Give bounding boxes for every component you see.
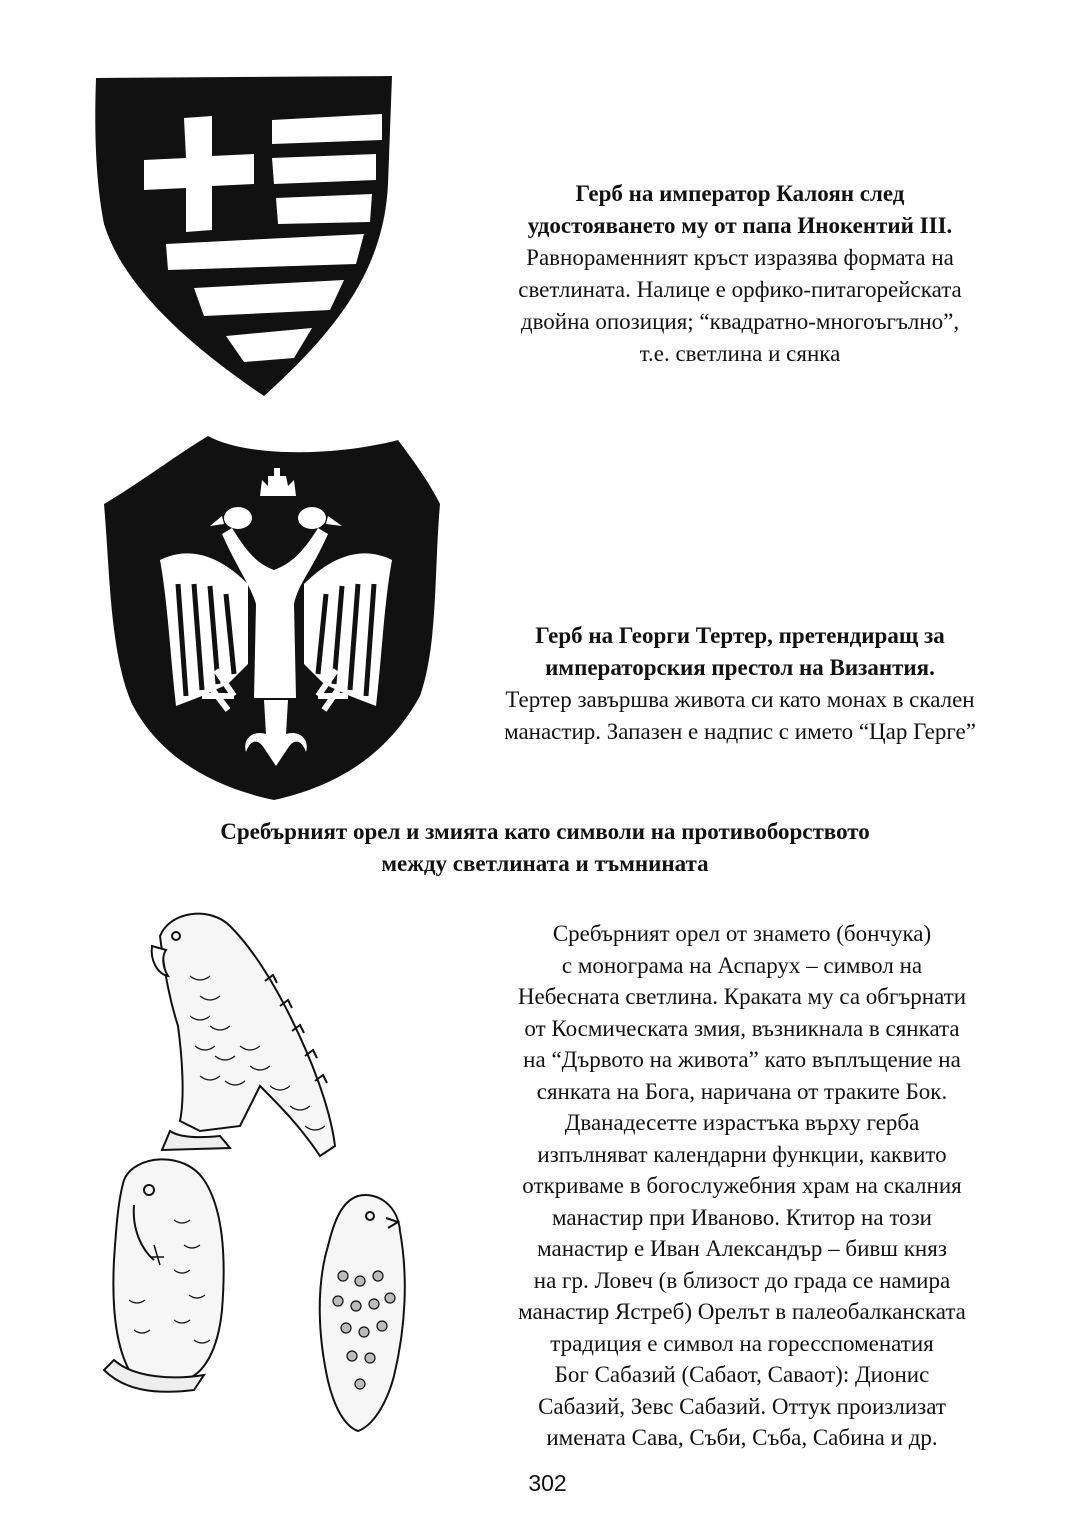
page-number: 302: [528, 1470, 567, 1496]
section-heading-line: между светлината и тъмнината: [381, 851, 709, 876]
eagle-description-line: традиция е символ на горесспоменатия: [550, 1330, 934, 1356]
eagle-description-line: Бог Сабазий (Сабаот, Саваот): Дионис: [554, 1362, 930, 1387]
eagle-description-line: от Космическата змия, възникнала в сянката: [524, 1015, 960, 1041]
terter-caption-text: манастир. Запазен е надпис с името “Цар Герге”: [504, 719, 976, 744]
eagle-description-line: сянката на Бога, наричана от траките Бок.: [536, 1078, 948, 1104]
eagle-description-line: манастир Ястреб) Орелът в палеобалканската: [518, 1299, 966, 1324]
kaloyan-caption-text: двойна опозиция; “квадратно-многоъгълно”,: [520, 309, 960, 334]
kaloyan-caption-title: Герб на император Калоян след: [575, 181, 905, 206]
eagle-description-line: Сабазий, Зевс Сабазий. Оттук произлизат: [538, 1393, 946, 1419]
eagle-description-line: имената Сава, Съби, Съба, Сабина и др.: [546, 1425, 938, 1450]
terter-caption-title: Герб на Георги Тертер, претендиращ за: [535, 623, 945, 648]
section-heading-line: Сребърният орел и змията като символи на противоборството: [220, 819, 870, 844]
kaloyan-caption-title: удостояването му от папа Инокентий III.: [527, 213, 953, 238]
kaloyan-caption-text: Равнораменният кръст изразява формата на: [526, 245, 954, 270]
eagle-description: [472, 918, 1012, 1454]
kaloyan-coat-of-arms: [94, 74, 396, 400]
terter-caption-title: императорския престол на Византия.: [545, 655, 935, 680]
section-heading: [0, 816, 1080, 880]
eagle-description-line: манастир при Иваново. Ктитор на този: [552, 1204, 932, 1230]
eagle-description-line: на “Дървото на живота” като въплъщение на: [523, 1047, 961, 1072]
eagle-description-line: Сребърният орел от знамето (бончука): [552, 921, 932, 946]
kaloyan-caption: [470, 178, 1010, 370]
terter-caption-text: Тертер завършва живота си като монах в скален: [505, 687, 975, 712]
eagle-description-line: на гр. Ловеч (в близост до града се намира: [533, 1267, 951, 1293]
eagle-description-line: откриваме в богослужебния храм на скалния: [522, 1173, 962, 1198]
terter-caption: [470, 620, 1010, 748]
eagle-description-line: изпълняват календарни функции, каквито: [537, 1141, 947, 1167]
eagle-description-line: Небесната светлина. Краката му са обгърнати: [517, 984, 967, 1009]
silver-eagle-drawing: [140, 906, 340, 1166]
kaloyan-caption-text: т.е. светлина и сянка: [639, 341, 841, 366]
eagle-description-line: манастир е Иван Александър – бивш княз: [537, 1236, 947, 1261]
eagle-description-line: Дванадесетте израстъка върху герба: [564, 1110, 920, 1135]
eagle-with-monogram-drawing: [94, 1150, 244, 1400]
kaloyan-caption-text: светлината. Налице е орфико-питагорейската: [518, 277, 962, 302]
terter-coat-of-arms: [98, 434, 444, 804]
falcon-drawing: [298, 1186, 418, 1436]
eagle-description-line: с монограма на Аспарух – символ на: [561, 952, 923, 978]
